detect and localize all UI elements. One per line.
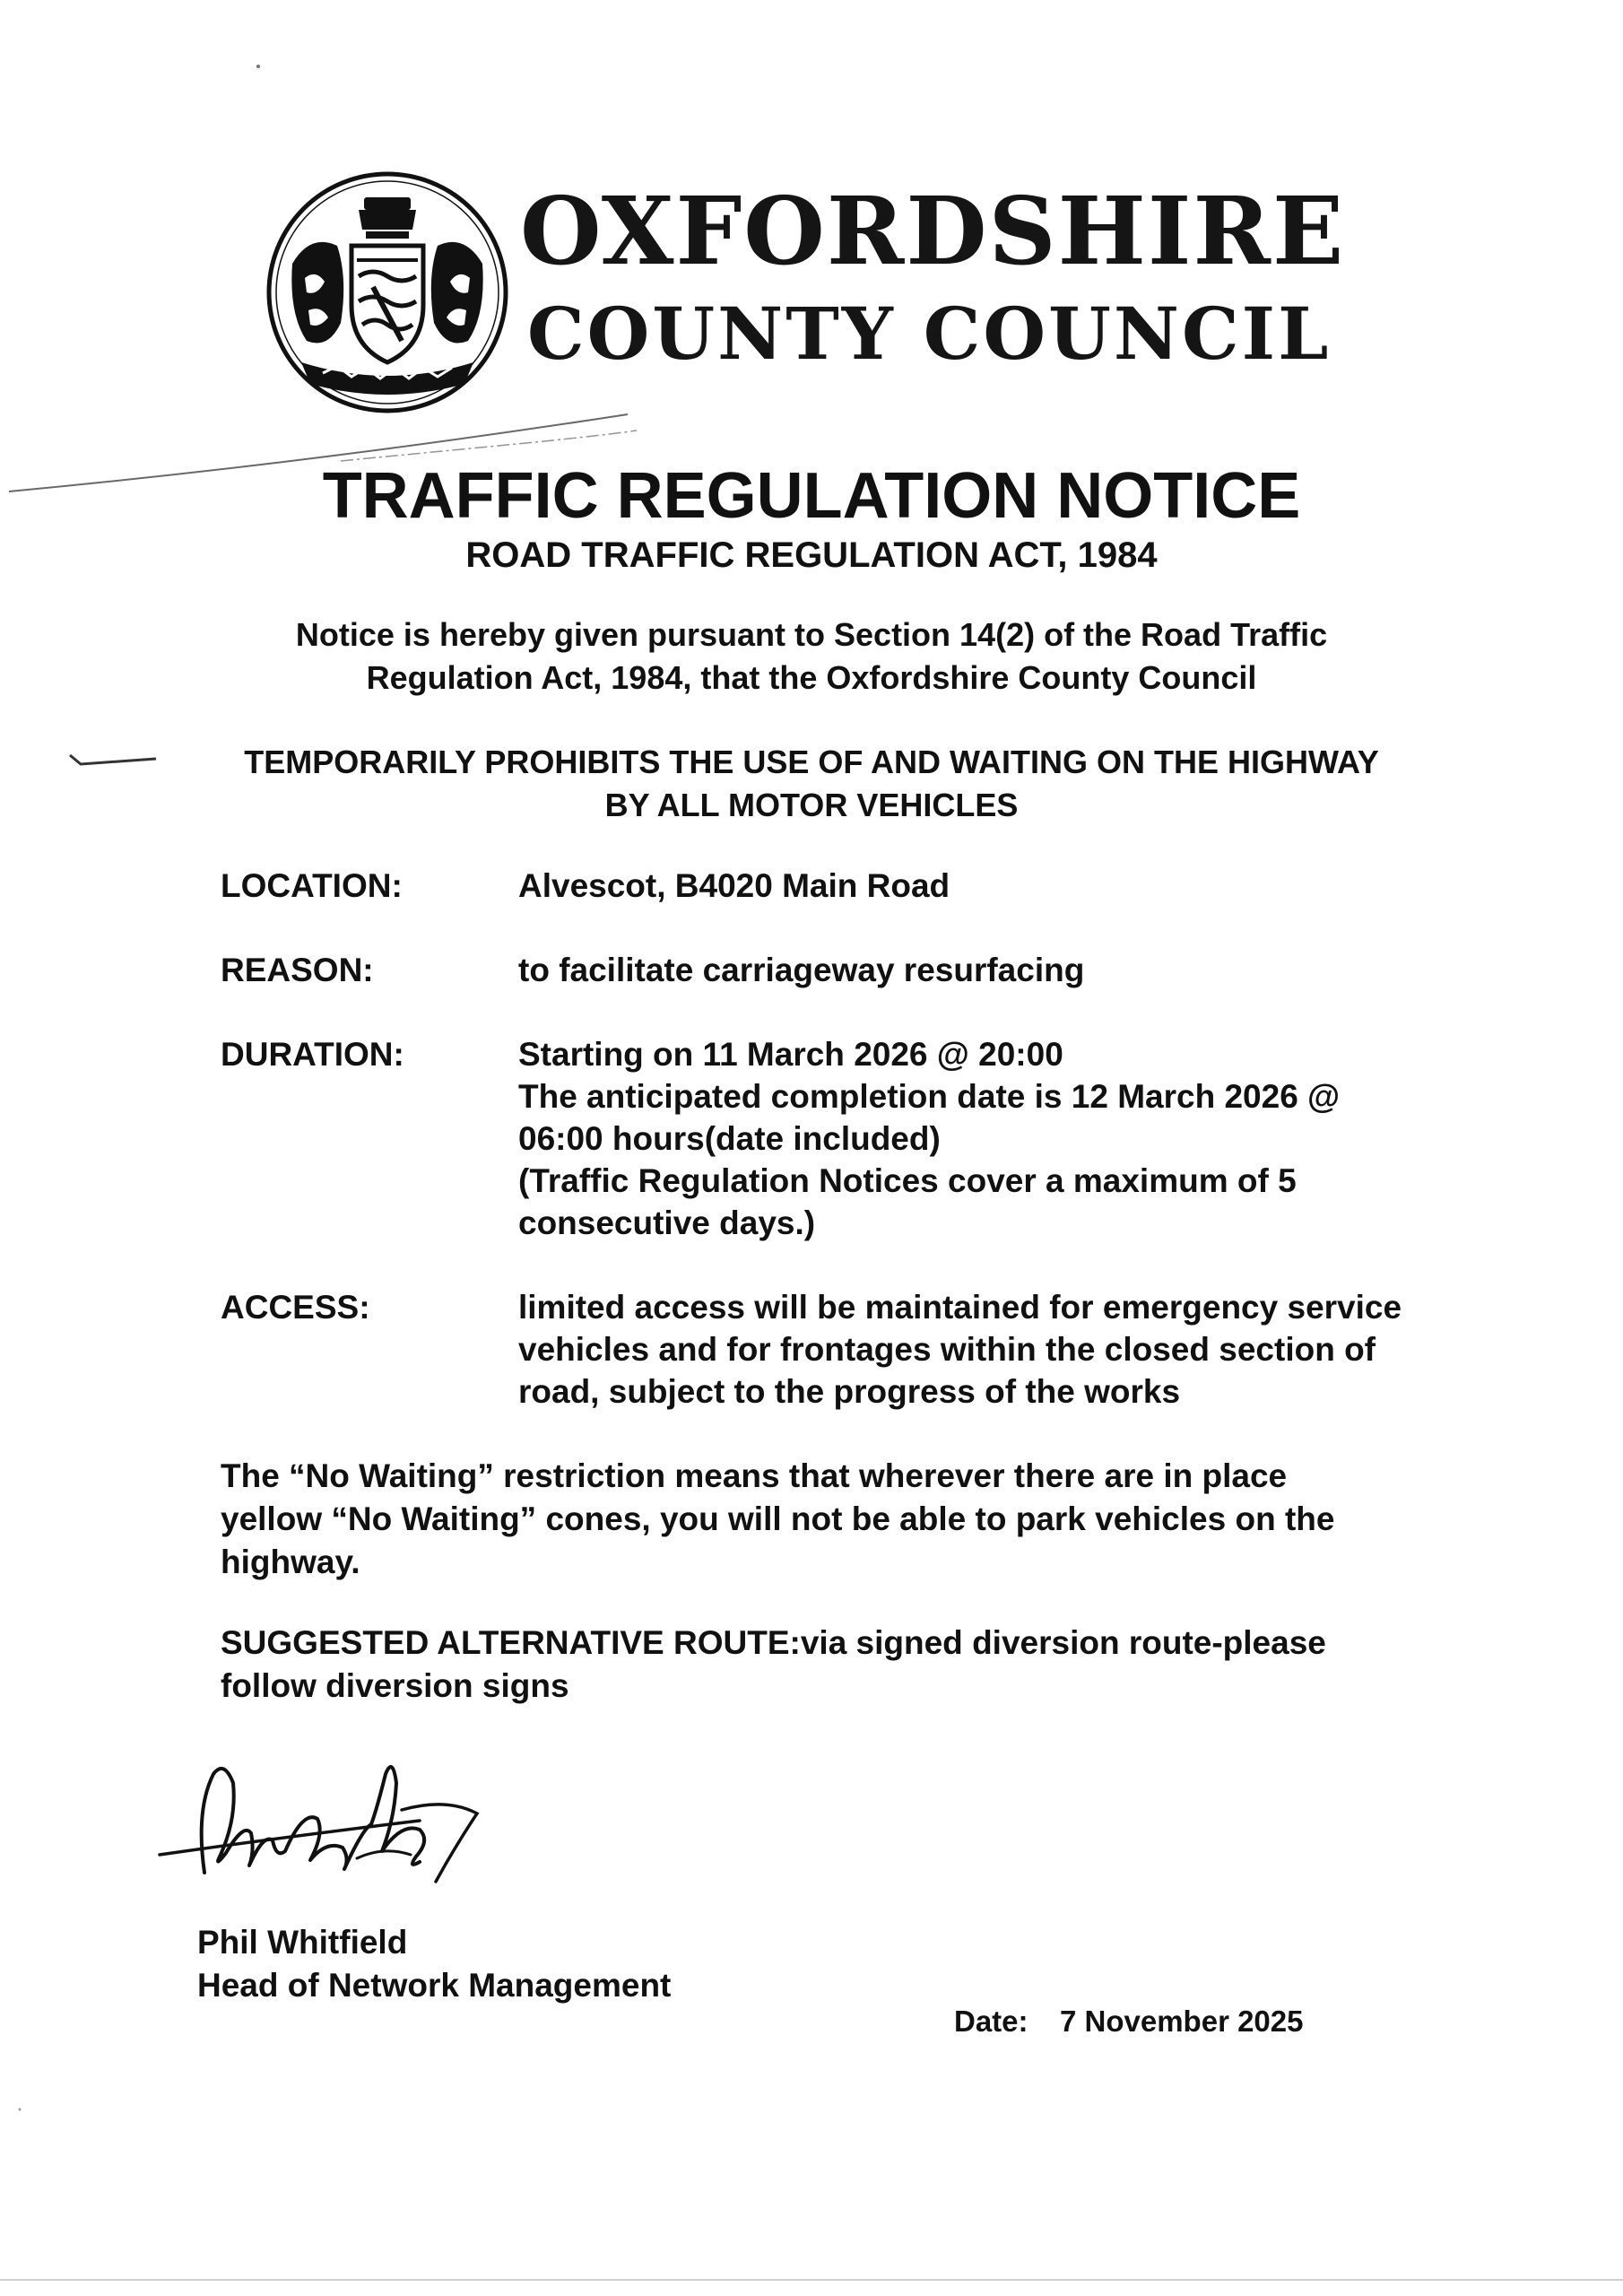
access-line: vehicles and for frontages within the closed section of [518,1331,1376,1368]
no-waiting-line: yellow “No Waiting” cones, you will not be able to park vehicles on the [221,1500,1335,1537]
no-waiting-line: highway. [221,1544,360,1580]
signatory-name: Phil Whitfield [197,1924,408,1961]
location-text: Alvescot, B4020 Main Road [518,867,950,904]
intro-line: Notice is hereby given pursuant to Section 14(2) of the Road Traffic [295,616,1328,653]
date-value: 7 November 2025 [1060,2005,1304,2038]
reason-text: to facilitate carriageway resurfacing [518,952,1085,988]
notice-subtitle: ROAD TRAFFIC REGULATION ACT, 1984 [465,535,1158,575]
location-value [518,865,1523,907]
organisation-name-line2: COUNTY COUNCIL [527,291,1332,376]
reason-label: REASON: [221,952,374,988]
no-waiting-line: The “No Waiting” restriction means that wherever there are in place [221,1457,1288,1494]
access-value [518,1286,1523,1413]
signatory-title: Head of Network Management [197,1967,672,2004]
duration-line: consecutive days.) [518,1205,816,1241]
duration-line: The anticipated completion date is 12 March 2026 @ [518,1078,1341,1115]
duration-line: 06:00 hours(date included) [518,1120,941,1157]
council-seal-logo [265,170,509,414]
reason-value [518,949,1523,991]
alternative-route-line: follow diversion signs [221,1667,569,1704]
prohibition-line: TEMPORARILY PROHIBITS THE USE OF AND WAITING ON THE HIGHWAY [244,744,1379,780]
access-label: ACCESS: [221,1289,370,1326]
organisation-name-line1: OXFORDSHIRE [520,176,1346,286]
access-line: limited access will be maintained for emergency service [518,1289,1402,1326]
handwritten-signature [151,1747,509,1900]
duration-line: (Traffic Regulation Notices cover a maximum of 5 [518,1162,1297,1199]
intro-line: Regulation Act, 1984, that the Oxfordshire County Council [366,659,1257,696]
notice-title: TRAFFIC REGULATION NOTICE [322,460,1301,532]
date-label: Date: [954,2005,1028,2038]
duration-label: DURATION: [221,1036,404,1073]
alternative-route-line: SUGGESTED ALTERNATIVE ROUTE:via signed diversion route-please [221,1624,1326,1661]
no-waiting-paragraph [221,1455,1530,1584]
prohibition-line: BY ALL MOTOR VEHICLES [604,787,1019,823]
location-label: LOCATION: [221,867,403,904]
prohibition-statement [0,741,1623,827]
access-line: road, subject to the progress of the works [518,1373,1181,1410]
alternative-route-paragraph [221,1622,1530,1708]
duration-line: Starting on 11 March 2026 @ 20:00 [518,1036,1063,1073]
notice-intro [0,613,1623,700]
duration-value [518,1033,1523,1244]
